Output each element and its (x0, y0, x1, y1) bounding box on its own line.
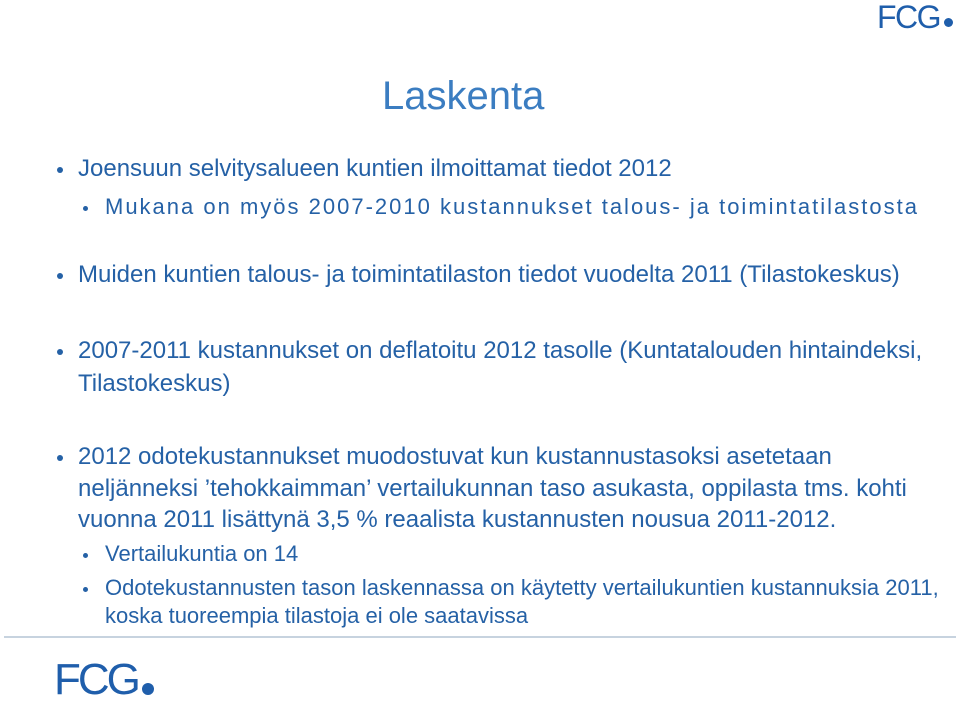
bullet-text-line: neljänneksi ’tehokkaimman’ vertailukunnan taso asukasta, oppilasta tms. kohti (78, 475, 907, 502)
sub-bullet-text-line: Odotekustannusten tason laskennassa on käytetty vertailukuntien kustannuksia 2011, (105, 575, 939, 600)
sub-bullet-icon (83, 553, 88, 558)
bullet-icon (57, 167, 63, 173)
bullet-text-line: Muiden kuntien talous- ja toimintatilaston tiedot vuodelta 2011 (Tilastokeskus) (78, 261, 900, 288)
bullet-text-line: vuonna 2011 lisättynä 3,5 % reaalista kustannusten nousua 2011-2012. (78, 506, 837, 533)
fcg-logo-text: FCG (877, 0, 941, 35)
fcg-logo-top (877, 0, 957, 34)
sub-bullet-icon (83, 206, 88, 211)
sub-bullet-text-line: Vertailukuntia on 14 (105, 541, 299, 566)
bullet-icon (57, 349, 63, 355)
bullet-icon (57, 455, 63, 461)
sub-bullet-icon (83, 587, 88, 592)
bullet-text-line: Joensuun selvitysalueen kuntien ilmoittamat tiedot 2012 (78, 155, 672, 182)
sub-bullet-text-line: Mukana on myös 2007-2010 kustannukset talous- ja toimintatilastosta (105, 194, 919, 219)
sub-bullet-text-line: koska tuoreempia tilastoja ei ole saatavissa (105, 603, 529, 628)
bullet-text-line: Tilastokeskus) (78, 370, 231, 397)
logo-dot-icon (142, 683, 154, 695)
fcg-logo-bottom (54, 656, 158, 701)
bullet-text-line: 2012 odotekustannukset muodostuvat kun kustannustasoksi asetetaan (78, 443, 832, 470)
footer-divider (4, 636, 956, 638)
logo-dot-icon (944, 18, 953, 27)
slide-title: Laskenta (382, 74, 545, 118)
bullet-icon (57, 273, 63, 279)
fcg-logo-text: FCG (54, 655, 138, 701)
bullet-text-line: 2007-2011 kustannukset on deflatoitu 2012 tasolle (Kuntatalouden hintaindeksi, (78, 337, 923, 364)
